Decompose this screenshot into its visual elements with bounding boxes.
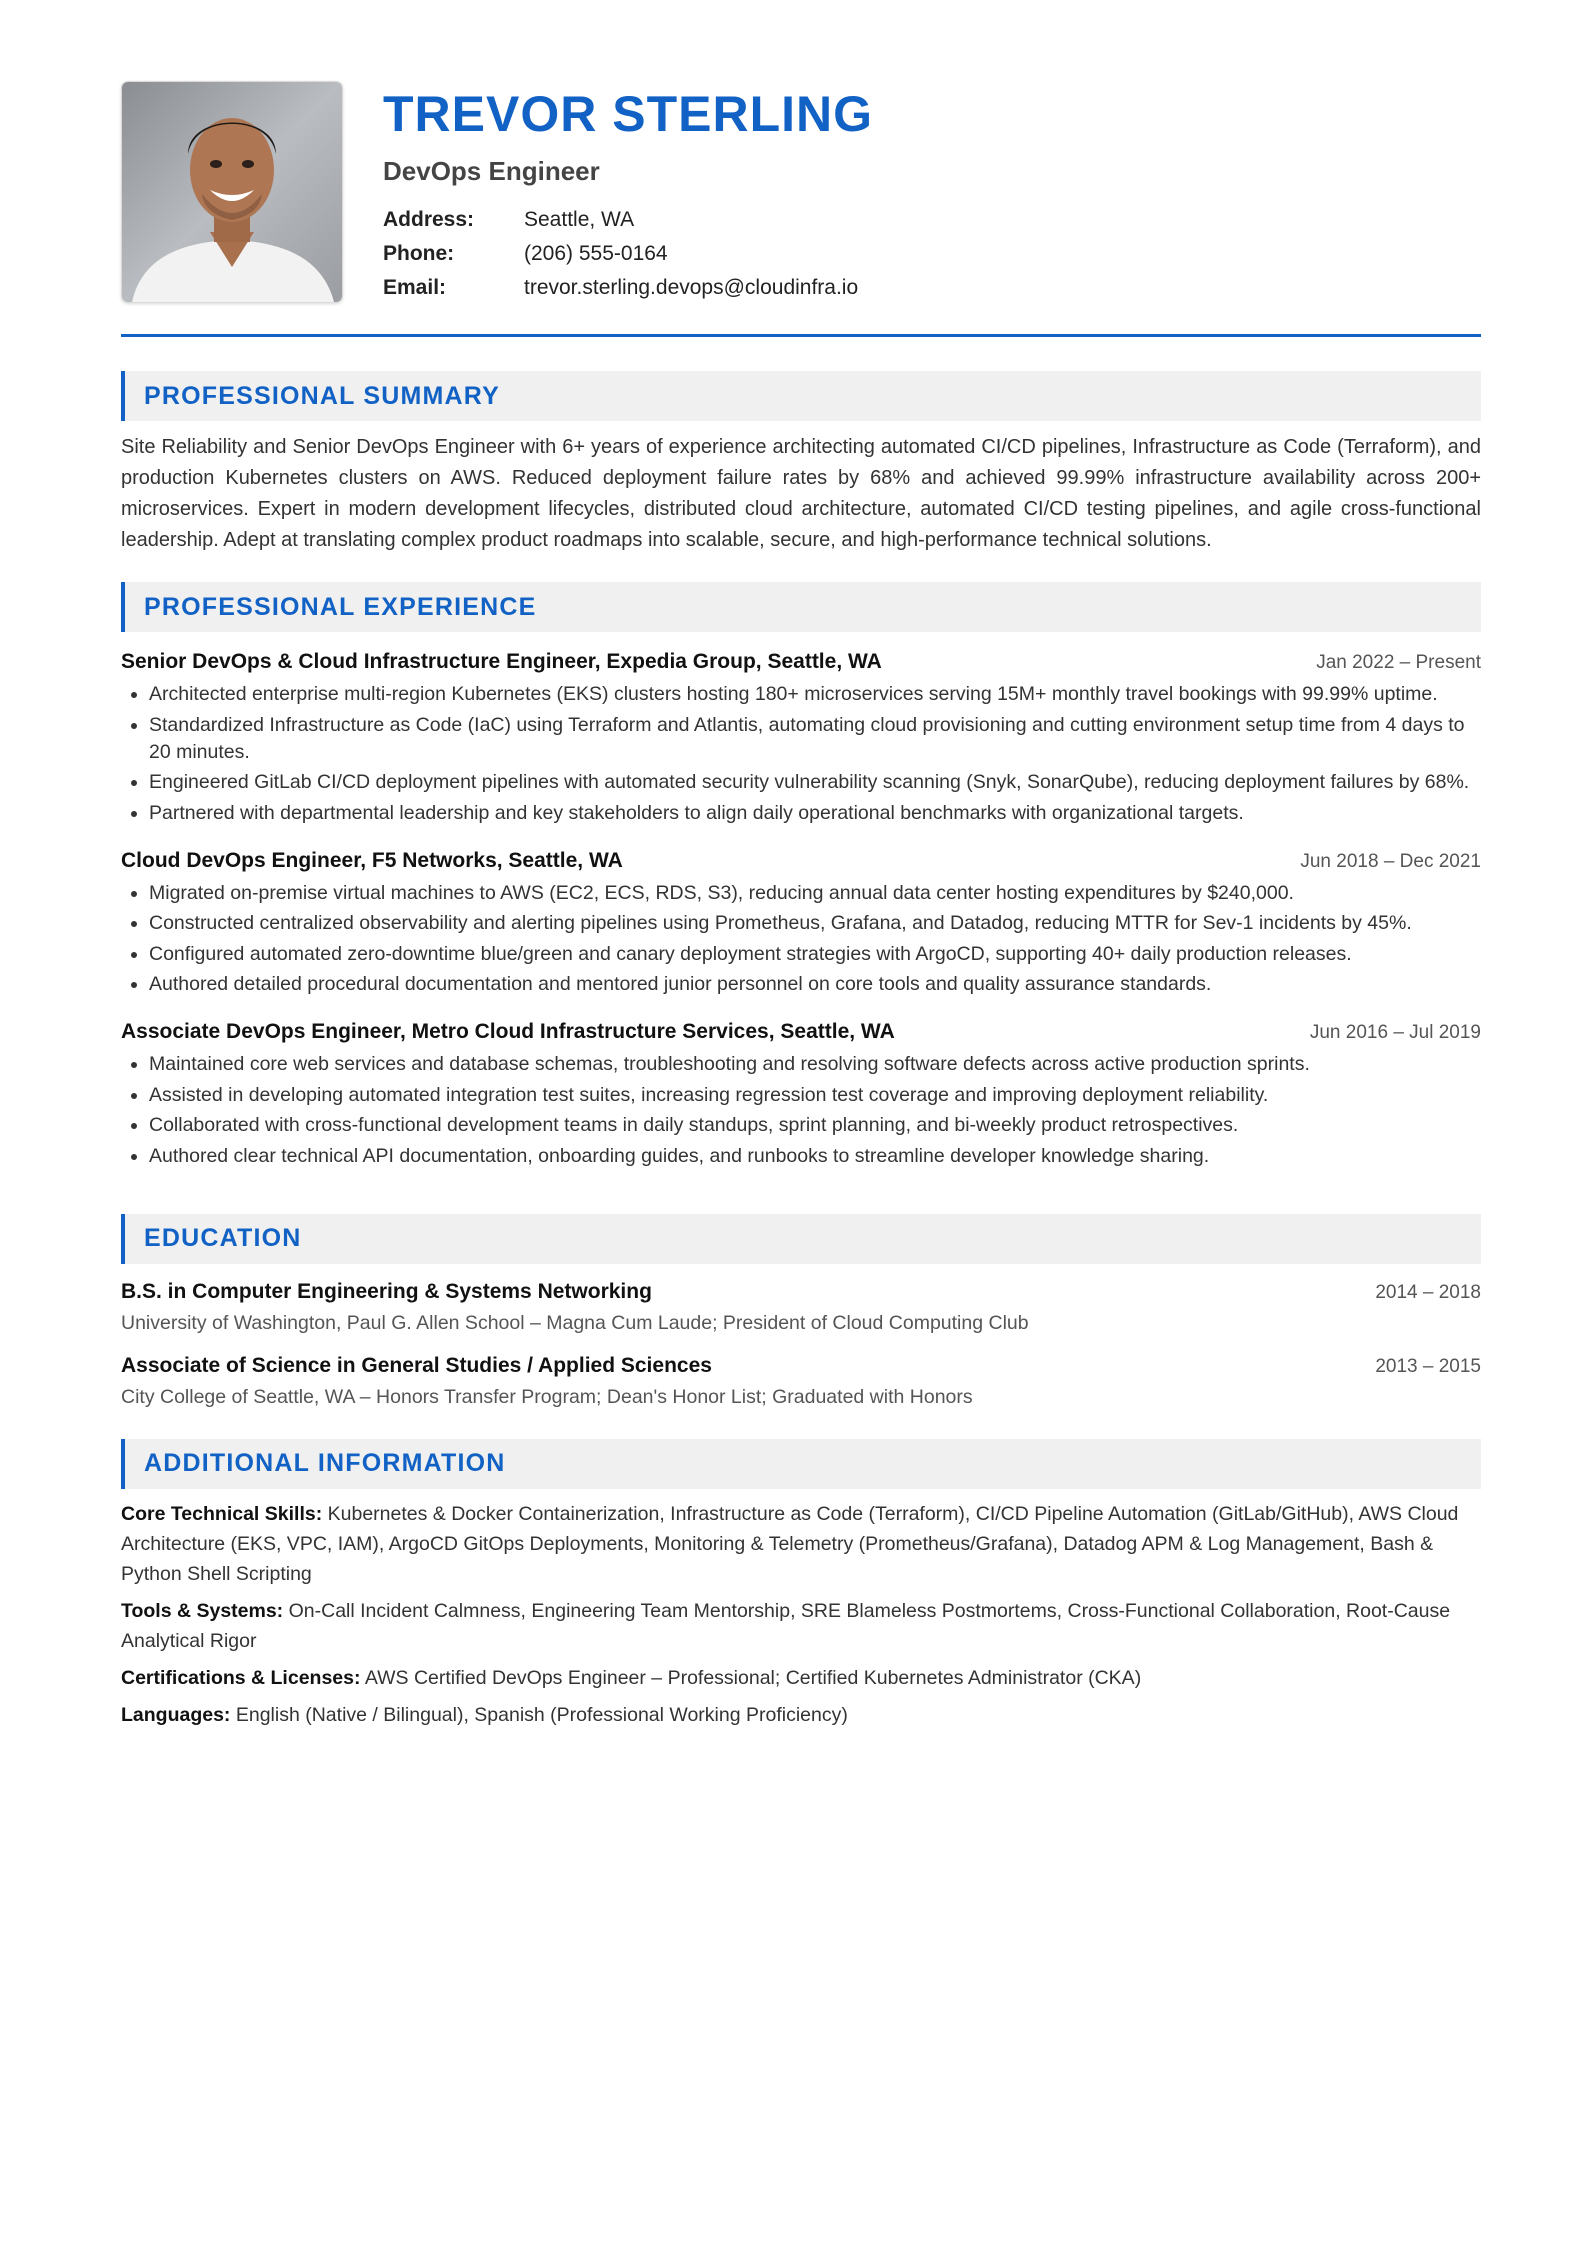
contact-value: trevor.sterling.devops@cloudinfra.io: [524, 276, 859, 299]
profile-photo: [121, 81, 343, 303]
job-bullet: • Collaborated with cross-functional development teams in daily standups, sprint planning, and bi-weekly product retrospectives.: [149, 1112, 1481, 1139]
job-title: Cloud DevOps Engineer, F5 Networks, Seattle, WA: [121, 848, 623, 872]
education-entry: [121, 1351, 1481, 1411]
contact-value: Seattle, WA: [524, 208, 635, 231]
job-bullet: • Maintained core web services and database schemas, troubleshooting and resolving software defects across active production sprints.: [149, 1051, 1481, 1078]
job-bullets: [121, 681, 1481, 827]
contact-label: Email:: [383, 276, 447, 299]
job-dates: Jan 2022 – Present: [1316, 652, 1481, 673]
job-bullets: [121, 1051, 1481, 1170]
job-title: Senior DevOps & Cloud Infrastructure Engineer, Expedia Group, Seattle, WA: [121, 650, 882, 673]
degree-title: Associate of Science in General Studies / Applied Sciences: [121, 1353, 712, 1377]
header-info: [383, 81, 1481, 305]
resume-page: [121, 81, 1481, 1737]
additional-label: Certifications & Licenses:: [121, 1666, 361, 1689]
job-entry: [121, 647, 1481, 827]
contact-label: Address:: [383, 208, 475, 231]
additional-text: On-Call Incident Calmness, Engineering Team Mentorship, SRE Blameless Postmortems, Cross-Functional Collaboration, Root-Cause Analytical Rigor: [121, 1599, 1451, 1652]
job-bullet: • Configured automated zero-downtime blue/green and canary deployment strategies with ArgoCD, supporting 40+ daily production releases.: [149, 941, 1481, 968]
additional-label: Languages:: [121, 1703, 231, 1726]
resume-header: [121, 81, 1481, 337]
education-entry: [121, 1277, 1481, 1337]
additional-label: Tools & Systems:: [121, 1599, 284, 1622]
additional-text: Kubernetes & Docker Containerization, Infrastructure as Code (Terraform), CI/CD Pipeline Automation (GitLab/GitHub), AWS Cloud Architecture (EKS, VPC, IAM), ArgoCD GitOps Deployments, Monitoring & Telemetry (Prometheus/Grafana), Datadog APM & Log Management, Bash & Python Shell Scripting: [121, 1502, 1459, 1585]
job-bullet: • Engineered GitLab CI/CD deployment pipelines with automated security vulnerability scanning (Snyk, SonarQube), reducing deployment failures by 68%.: [149, 769, 1481, 796]
section-heading-experience: PROFESSIONAL EXPERIENCE: [121, 582, 1481, 632]
education-dates: 2014 – 2018: [1375, 1281, 1481, 1303]
job-bullet: • Standardized Infrastructure as Code (IaC) using Terraform and Atlantis, automating cloud provisioning and cutting environment setup time from 4 days to 20 minutes.: [149, 712, 1481, 766]
summary-text: Site Reliability and Senior DevOps Engineer with 6+ years of experience architecting automated CI/CD pipelines, Infrastructure as Code (Terraform), and production Kubernetes clusters on AWS. Reduced deployment failure rates by 68% and achieved 99.99% infrastructure availability across 200+ microservices. Expert in modern development lifecycles, distributed cloud architecture, automated CI/CD testing pipelines, and agile cross-functional leadership. Adept at translating complex product roadmaps into scalable, secure, and high-performance technical solutions.: [121, 436, 1481, 551]
education-detail: University of Washington, Paul G. Allen School – Magna Cum Laude; President of Cloud Computing Club: [121, 1311, 1029, 1334]
education-dates: 2013 – 2015: [1375, 1355, 1481, 1377]
contact-label: Phone:: [383, 242, 455, 265]
additional-row-certifications: [121, 1663, 1481, 1693]
additional-row-tools: [121, 1596, 1481, 1656]
additional-row-languages: [121, 1700, 1481, 1730]
section-heading-summary: PROFESSIONAL SUMMARY: [121, 371, 1481, 421]
contact-email: [383, 271, 1481, 305]
section-heading-additional: ADDITIONAL INFORMATION: [121, 1439, 1481, 1489]
candidate-title: DevOps Engineer: [383, 156, 600, 186]
degree-title: B.S. in Computer Engineering & Systems Networking: [121, 1279, 652, 1303]
education-detail: City College of Seattle, WA – Honors Transfer Program; Dean's Honor List; Graduated with Honors: [121, 1385, 973, 1408]
job-entry: [121, 1017, 1481, 1170]
job-bullet: • Assisted in developing automated integration test suites, increasing regression test coverage and improving deployment reliability.: [149, 1082, 1481, 1109]
header-divider: [121, 334, 1481, 337]
job-bullet: • Authored detailed procedural documentation and mentored junior personnel on core tools and quality assurance standards.: [149, 971, 1481, 998]
additional-info: [121, 1499, 1481, 1730]
job-bullet: • Partnered with departmental leadership and key stakeholders to align daily operational benchmarks with organizational targets.: [149, 800, 1481, 827]
job-bullet: • Architected enterprise multi-region Kubernetes (EKS) clusters hosting 180+ microservices serving 15M+ monthly travel bookings with 99.99% uptime.: [149, 681, 1481, 708]
section-heading-education: EDUCATION: [121, 1214, 1481, 1264]
job-bullet: • Authored clear technical API documentation, onboarding guides, and runbooks to streamline developer knowledge sharing.: [149, 1143, 1481, 1170]
job-bullet: • Migrated on-premise virtual machines to AWS (EC2, ECS, RDS, S3), reducing annual data center hosting expenditures by $240,000.: [149, 880, 1481, 907]
additional-text: English (Native / Bilingual), Spanish (Professional Working Proficiency): [235, 1703, 848, 1726]
contact-value: (206) 555-0164: [524, 242, 668, 265]
job-title: Associate DevOps Engineer, Metro Cloud Infrastructure Services, Seattle, WA: [121, 1020, 895, 1043]
additional-text: AWS Certified DevOps Engineer – Professional; Certified Kubernetes Administrator (CKA): [364, 1666, 1142, 1689]
contact-phone: [383, 237, 1481, 271]
additional-label: Core Technical Skills:: [121, 1502, 323, 1525]
contact-block: [383, 203, 1481, 305]
job-bullet: • Constructed centralized observability and alerting pipelines using Prometheus, Grafana, and Datadog, reducing MTTR for Sev-1 incidents by 45%.: [149, 910, 1481, 937]
job-bullets: [121, 880, 1481, 999]
additional-row-skills: [121, 1499, 1481, 1589]
candidate-name: TREVOR STERLING: [383, 86, 874, 142]
job-dates: Jun 2018 – Dec 2021: [1300, 850, 1481, 872]
job-dates: Jun 2016 – Jul 2019: [1309, 1022, 1481, 1043]
contact-address: [383, 203, 1481, 237]
job-entry: [121, 846, 1481, 999]
